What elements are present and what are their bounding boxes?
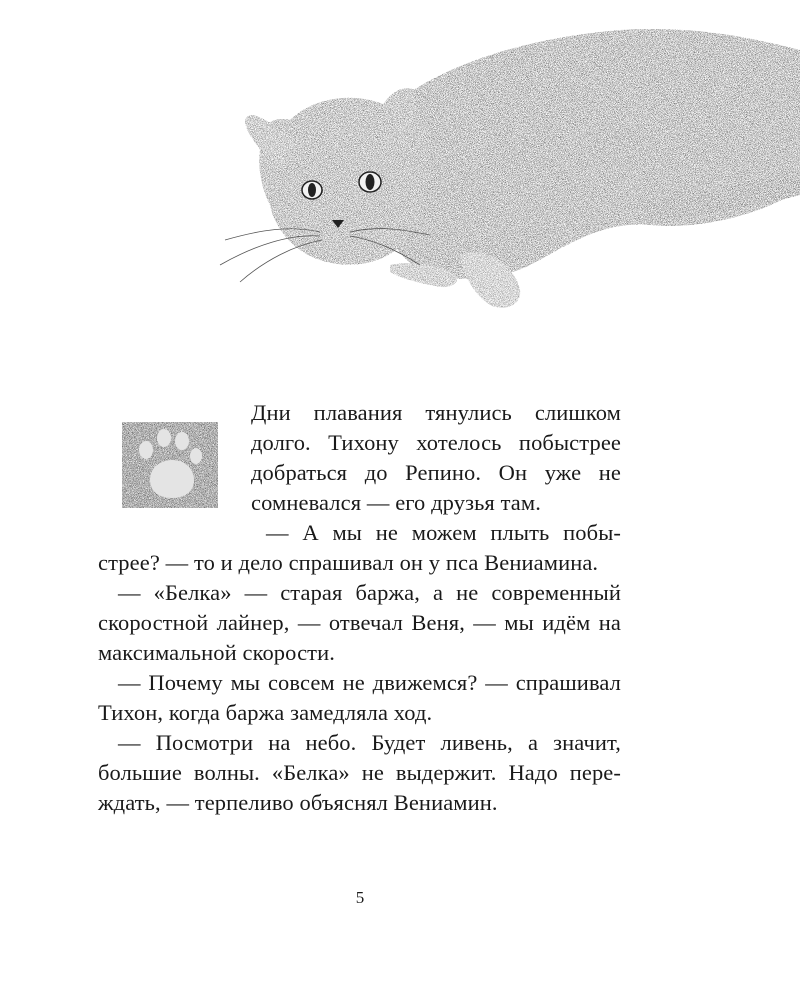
text-line-14: ждать, — терпеливо объяснял Вениамин. — [98, 790, 498, 815]
page-number: 5 — [355, 888, 365, 907]
text-line-6: стрее? — то и дело спрашивал он у пса Вениамина. — [98, 550, 599, 575]
cat-illustration — [200, 20, 800, 330]
text-line-11: Тихон, когда баржа замедляла ход. — [98, 700, 433, 725]
text-line-9: максимальной скорости. — [98, 640, 335, 665]
text-line-4: сомневался — его друзья там. — [251, 490, 541, 515]
text-line-5: — А мы не можем плыть побы- — [266, 520, 621, 545]
text-line-3: добраться до Репино. Он уже не — [251, 460, 621, 485]
text-line-1: Дни плавания тянулись слишком — [251, 400, 621, 425]
text-line-10: — Почему мы совсем не движемся? — спрашивал — [118, 670, 621, 695]
text-line-7: — «Белка» — старая баржа, а не современный — [118, 580, 621, 605]
text-line-12: — Посмотри на небо. Будет ливень, а значит, — [118, 730, 621, 755]
text-line-13: большие волны. «Белка» не выдержит. Надо пере- — [98, 760, 621, 785]
text-line-2: долго. Тихону хотелось побыстрее — [251, 430, 621, 455]
paw-print-icon — [122, 422, 218, 508]
text-line-8: скоростной лайнер, — отвечал Веня, — мы идём на — [98, 610, 621, 635]
